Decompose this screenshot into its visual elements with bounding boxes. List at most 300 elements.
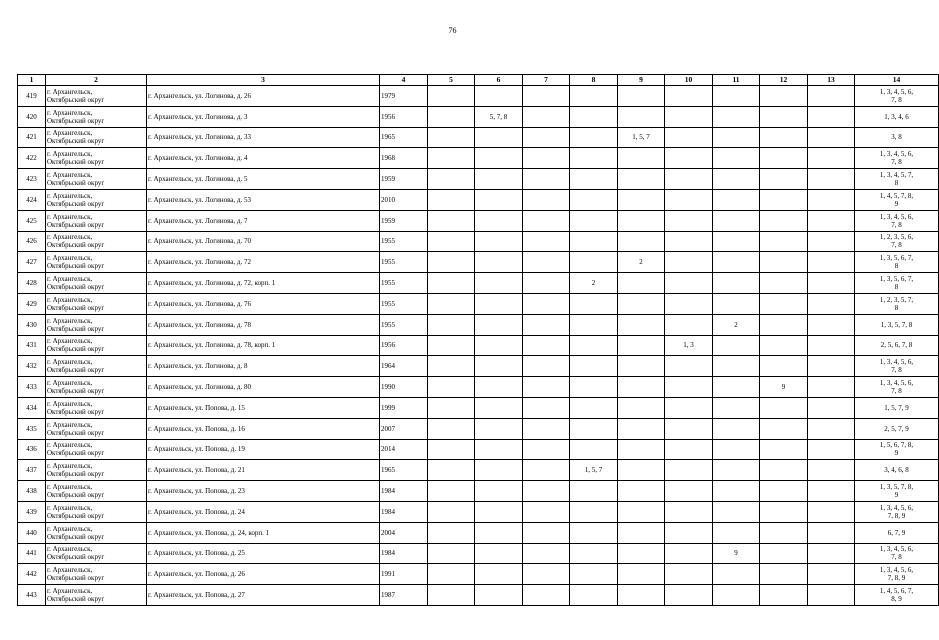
cell-col-5 bbox=[428, 86, 475, 107]
cell-col-13 bbox=[808, 106, 855, 127]
cell-col-8 bbox=[570, 189, 618, 210]
cell-col-9 bbox=[618, 189, 665, 210]
cell-col-10 bbox=[665, 377, 713, 398]
cell-col-6: 5, 7, 8 bbox=[475, 106, 523, 127]
cell-year: 1964 bbox=[380, 356, 428, 377]
cell-col-10 bbox=[665, 314, 713, 335]
cell-col-12 bbox=[760, 356, 808, 377]
cell-district: г. Архангельск, Октябрьский округ bbox=[46, 522, 147, 543]
cell-col-7 bbox=[523, 314, 570, 335]
cell-row-number: 425 bbox=[18, 210, 46, 231]
cell-col-14: 2, 5, 6, 7, 8 bbox=[855, 335, 939, 356]
cell-col-13 bbox=[808, 585, 855, 606]
cell-col-8: 1, 5, 7 bbox=[570, 460, 618, 481]
cell-col-11 bbox=[713, 356, 760, 377]
cell-col-9 bbox=[618, 335, 665, 356]
cell-col-6 bbox=[475, 127, 523, 148]
cell-address: г. Архангельск, ул. Попова, д. 24, корп. 1 bbox=[147, 522, 380, 543]
column-header-11: 11 bbox=[713, 75, 760, 86]
cell-year: 1991 bbox=[380, 564, 428, 585]
cell-col-13 bbox=[808, 231, 855, 252]
cell-col-7 bbox=[523, 106, 570, 127]
cell-col-7 bbox=[523, 481, 570, 502]
table-row bbox=[18, 335, 939, 356]
cell-col-11 bbox=[713, 439, 760, 460]
cell-year: 1959 bbox=[380, 169, 428, 190]
cell-col-11 bbox=[713, 418, 760, 439]
table-row bbox=[18, 439, 939, 460]
cell-col-14: 1, 3, 5, 6, 7, 8 bbox=[855, 273, 939, 294]
cell-district: г. Архангельск, Октябрьский округ bbox=[46, 148, 147, 169]
cell-col-8: 2 bbox=[570, 273, 618, 294]
column-header-14: 14 bbox=[855, 75, 939, 86]
cell-year: 1984 bbox=[380, 543, 428, 564]
cell-row-number: 435 bbox=[18, 418, 46, 439]
cell-col-13 bbox=[808, 460, 855, 481]
cell-col-13 bbox=[808, 252, 855, 273]
cell-col-5 bbox=[428, 273, 475, 294]
table-row bbox=[18, 210, 939, 231]
cell-col-10 bbox=[665, 481, 713, 502]
cell-address: г. Архангельск, ул. Попова, д. 25 bbox=[147, 543, 380, 564]
cell-col-8 bbox=[570, 356, 618, 377]
cell-district: г. Архангельск, Октябрьский округ bbox=[46, 397, 147, 418]
cell-col-5 bbox=[428, 585, 475, 606]
cell-address: г. Архангельск, ул. Логинова, д. 5 bbox=[147, 169, 380, 190]
cell-col-5 bbox=[428, 356, 475, 377]
cell-col-14: 1, 3, 5, 6, 7, 8 bbox=[855, 252, 939, 273]
cell-col-12 bbox=[760, 189, 808, 210]
cell-district: г. Архангельск, Октябрьский округ bbox=[46, 273, 147, 294]
cell-row-number: 437 bbox=[18, 460, 46, 481]
cell-address: г. Архангельск, ул. Логинова, д. 3 bbox=[147, 106, 380, 127]
cell-col-8 bbox=[570, 543, 618, 564]
cell-col-10 bbox=[665, 86, 713, 107]
cell-year: 1999 bbox=[380, 397, 428, 418]
cell-address: г. Архангельск, ул. Попова, д. 19 bbox=[147, 439, 380, 460]
cell-col-12 bbox=[760, 501, 808, 522]
cell-district: г. Архангельск, Октябрьский округ bbox=[46, 127, 147, 148]
cell-district: г. Архангельск, Октябрьский округ bbox=[46, 231, 147, 252]
cell-col-6 bbox=[475, 481, 523, 502]
cell-col-12: 9 bbox=[760, 377, 808, 398]
cell-col-11 bbox=[713, 377, 760, 398]
cell-col-14: 1, 3, 4, 5, 6, 7, 8 bbox=[855, 356, 939, 377]
cell-col-14: 1, 3, 4, 5, 6, 7, 8, 9 bbox=[855, 564, 939, 585]
cell-col-7 bbox=[523, 127, 570, 148]
cell-col-14: 3, 4, 6, 8 bbox=[855, 460, 939, 481]
cell-col-6 bbox=[475, 189, 523, 210]
cell-col-7 bbox=[523, 356, 570, 377]
cell-address: г. Архангельск, ул. Попова, д. 16 bbox=[147, 418, 380, 439]
cell-district: г. Архангельск, Октябрьский округ bbox=[46, 314, 147, 335]
cell-district: г. Архангельск, Октябрьский округ bbox=[46, 210, 147, 231]
cell-col-5 bbox=[428, 460, 475, 481]
cell-col-9 bbox=[618, 356, 665, 377]
cell-col-9 bbox=[618, 501, 665, 522]
cell-year: 2007 bbox=[380, 418, 428, 439]
cell-col-13 bbox=[808, 293, 855, 314]
cell-col-11 bbox=[713, 252, 760, 273]
cell-row-number: 443 bbox=[18, 585, 46, 606]
cell-col-14: 1, 3, 4, 5, 7, 8 bbox=[855, 169, 939, 190]
cell-col-14: 1, 3, 4, 5, 6, 7, 8 bbox=[855, 210, 939, 231]
cell-col-6 bbox=[475, 439, 523, 460]
cell-address: г. Архангельск, ул. Попова, д. 26 bbox=[147, 564, 380, 585]
cell-col-7 bbox=[523, 86, 570, 107]
cell-col-6 bbox=[475, 314, 523, 335]
cell-col-14: 3, 8 bbox=[855, 127, 939, 148]
cell-col-10 bbox=[665, 231, 713, 252]
cell-col-11 bbox=[713, 481, 760, 502]
cell-col-13 bbox=[808, 439, 855, 460]
cell-address: г. Архангельск, ул. Логинова, д. 78, корп. 1 bbox=[147, 335, 380, 356]
cell-col-9 bbox=[618, 522, 665, 543]
cell-col-6 bbox=[475, 522, 523, 543]
cell-col-6 bbox=[475, 252, 523, 273]
table-row bbox=[18, 86, 939, 107]
cell-col-5 bbox=[428, 127, 475, 148]
cell-col-14: 6, 7, 9 bbox=[855, 522, 939, 543]
cell-row-number: 420 bbox=[18, 106, 46, 127]
cell-address: г. Архангельск, ул. Логинова, д. 70 bbox=[147, 231, 380, 252]
cell-col-5 bbox=[428, 210, 475, 231]
cell-col-12 bbox=[760, 481, 808, 502]
cell-col-10 bbox=[665, 169, 713, 190]
cell-col-5 bbox=[428, 377, 475, 398]
cell-address: г. Архангельск, ул. Логинова, д. 8 bbox=[147, 356, 380, 377]
cell-col-8 bbox=[570, 335, 618, 356]
cell-year: 1984 bbox=[380, 501, 428, 522]
cell-col-8 bbox=[570, 231, 618, 252]
cell-row-number: 434 bbox=[18, 397, 46, 418]
cell-col-5 bbox=[428, 543, 475, 564]
cell-col-7 bbox=[523, 148, 570, 169]
cell-col-11: 9 bbox=[713, 543, 760, 564]
table-row bbox=[18, 169, 939, 190]
cell-col-7 bbox=[523, 169, 570, 190]
cell-col-14: 1, 5, 7, 9 bbox=[855, 397, 939, 418]
cell-col-14: 1, 3, 4, 5, 6, 7, 8, 9 bbox=[855, 501, 939, 522]
cell-col-5 bbox=[428, 106, 475, 127]
column-header-3: 3 bbox=[147, 75, 380, 86]
column-header-6: 6 bbox=[475, 75, 523, 86]
cell-col-5 bbox=[428, 439, 475, 460]
cell-district: г. Архангельск, Октябрьский округ bbox=[46, 418, 147, 439]
cell-col-7 bbox=[523, 189, 570, 210]
cell-row-number: 419 bbox=[18, 86, 46, 107]
cell-col-7 bbox=[523, 585, 570, 606]
cell-col-14: 1, 3, 4, 6 bbox=[855, 106, 939, 127]
cell-address: г. Архангельск, ул. Логинова, д. 78 bbox=[147, 314, 380, 335]
cell-address: г. Архангельск, ул. Логинова, д. 72, корп. 1 bbox=[147, 273, 380, 294]
cell-col-8 bbox=[570, 564, 618, 585]
cell-col-14: 2, 5, 7, 9 bbox=[855, 418, 939, 439]
cell-row-number: 432 bbox=[18, 356, 46, 377]
cell-col-6 bbox=[475, 335, 523, 356]
cell-col-8 bbox=[570, 210, 618, 231]
cell-col-12 bbox=[760, 210, 808, 231]
cell-district: г. Архангельск, Октябрьский округ bbox=[46, 189, 147, 210]
cell-district: г. Архангельск, Октябрьский округ bbox=[46, 356, 147, 377]
cell-col-10 bbox=[665, 356, 713, 377]
cell-col-5 bbox=[428, 501, 475, 522]
cell-district: г. Архангельск, Октябрьский округ bbox=[46, 564, 147, 585]
cell-col-9 bbox=[618, 86, 665, 107]
cell-col-10 bbox=[665, 585, 713, 606]
cell-col-7 bbox=[523, 231, 570, 252]
cell-col-6 bbox=[475, 356, 523, 377]
cell-col-12 bbox=[760, 418, 808, 439]
cell-row-number: 423 bbox=[18, 169, 46, 190]
cell-col-5 bbox=[428, 231, 475, 252]
table-row bbox=[18, 543, 939, 564]
cell-col-12 bbox=[760, 252, 808, 273]
cell-col-5 bbox=[428, 293, 475, 314]
cell-col-10 bbox=[665, 252, 713, 273]
column-header-1: 1 bbox=[18, 75, 46, 86]
cell-year: 1955 bbox=[380, 293, 428, 314]
cell-col-9 bbox=[618, 293, 665, 314]
cell-col-8 bbox=[570, 481, 618, 502]
cell-col-6 bbox=[475, 501, 523, 522]
cell-row-number: 422 bbox=[18, 148, 46, 169]
cell-col-13 bbox=[808, 543, 855, 564]
column-header-13: 13 bbox=[808, 75, 855, 86]
table-row bbox=[18, 564, 939, 585]
cell-col-12 bbox=[760, 127, 808, 148]
cell-address: г. Архангельск, ул. Попова, д. 24 bbox=[147, 501, 380, 522]
cell-col-6 bbox=[475, 86, 523, 107]
cell-col-13 bbox=[808, 86, 855, 107]
cell-col-10 bbox=[665, 418, 713, 439]
cell-col-13 bbox=[808, 481, 855, 502]
cell-col-7 bbox=[523, 397, 570, 418]
cell-address: г. Архангельск, ул. Логинова, д. 80 bbox=[147, 377, 380, 398]
cell-row-number: 428 bbox=[18, 273, 46, 294]
cell-col-6 bbox=[475, 418, 523, 439]
cell-col-12 bbox=[760, 169, 808, 190]
cell-col-14: 1, 3, 4, 5, 6, 7, 8 bbox=[855, 148, 939, 169]
cell-row-number: 439 bbox=[18, 501, 46, 522]
cell-col-8 bbox=[570, 86, 618, 107]
cell-col-10 bbox=[665, 501, 713, 522]
cell-col-8 bbox=[570, 314, 618, 335]
cell-col-11 bbox=[713, 585, 760, 606]
cell-col-9: 1, 5, 7 bbox=[618, 127, 665, 148]
cell-col-5 bbox=[428, 314, 475, 335]
cell-col-11 bbox=[713, 169, 760, 190]
cell-address: г. Архангельск, ул. Логинова, д. 76 bbox=[147, 293, 380, 314]
cell-year: 1965 bbox=[380, 127, 428, 148]
cell-col-11 bbox=[713, 273, 760, 294]
cell-col-11 bbox=[713, 501, 760, 522]
cell-col-9 bbox=[618, 460, 665, 481]
cell-col-9 bbox=[618, 439, 665, 460]
cell-year: 1965 bbox=[380, 460, 428, 481]
table-row bbox=[18, 356, 939, 377]
cell-col-13 bbox=[808, 189, 855, 210]
cell-row-number: 441 bbox=[18, 543, 46, 564]
cell-col-8 bbox=[570, 106, 618, 127]
cell-col-6 bbox=[475, 564, 523, 585]
cell-district: г. Архангельск, Октябрьский округ bbox=[46, 293, 147, 314]
cell-col-7 bbox=[523, 377, 570, 398]
cell-district: г. Архангельск, Октябрьский округ bbox=[46, 335, 147, 356]
table-body bbox=[18, 86, 939, 606]
cell-col-12 bbox=[760, 543, 808, 564]
column-header-2: 2 bbox=[46, 75, 147, 86]
cell-col-5 bbox=[428, 148, 475, 169]
table-row bbox=[18, 106, 939, 127]
cell-col-10 bbox=[665, 293, 713, 314]
cell-col-12 bbox=[760, 273, 808, 294]
cell-district: г. Архангельск, Октябрьский округ bbox=[46, 252, 147, 273]
cell-year: 1968 bbox=[380, 148, 428, 169]
cell-col-11 bbox=[713, 460, 760, 481]
cell-col-7 bbox=[523, 522, 570, 543]
table-row bbox=[18, 585, 939, 606]
cell-col-14: 1, 4, 5, 7, 8, 9 bbox=[855, 189, 939, 210]
cell-col-10 bbox=[665, 210, 713, 231]
cell-col-6 bbox=[475, 169, 523, 190]
cell-col-12 bbox=[760, 314, 808, 335]
cell-district: г. Архангельск, Октябрьский округ bbox=[46, 501, 147, 522]
cell-col-9 bbox=[618, 585, 665, 606]
cell-col-5 bbox=[428, 564, 475, 585]
cell-col-7 bbox=[523, 439, 570, 460]
cell-col-7 bbox=[523, 293, 570, 314]
cell-col-13 bbox=[808, 148, 855, 169]
table-row bbox=[18, 418, 939, 439]
cell-col-6 bbox=[475, 231, 523, 252]
cell-col-14: 1, 3, 4, 5, 6, 7, 8 bbox=[855, 543, 939, 564]
cell-col-10 bbox=[665, 543, 713, 564]
cell-col-5 bbox=[428, 189, 475, 210]
cell-row-number: 442 bbox=[18, 564, 46, 585]
cell-col-13 bbox=[808, 397, 855, 418]
cell-year: 1955 bbox=[380, 314, 428, 335]
cell-col-11 bbox=[713, 210, 760, 231]
cell-col-11 bbox=[713, 522, 760, 543]
cell-col-5 bbox=[428, 397, 475, 418]
cell-col-9 bbox=[618, 418, 665, 439]
cell-district: г. Архангельск, Октябрьский округ bbox=[46, 585, 147, 606]
cell-year: 2004 bbox=[380, 522, 428, 543]
cell-col-9 bbox=[618, 273, 665, 294]
cell-col-12 bbox=[760, 397, 808, 418]
cell-district: г. Архангельск, Октябрьский округ bbox=[46, 543, 147, 564]
cell-col-13 bbox=[808, 501, 855, 522]
table-row bbox=[18, 189, 939, 210]
cell-col-6 bbox=[475, 377, 523, 398]
cell-col-14: 1, 3, 4, 5, 6, 7, 8 bbox=[855, 86, 939, 107]
cell-col-11 bbox=[713, 564, 760, 585]
cell-col-8 bbox=[570, 252, 618, 273]
cell-col-11: 2 bbox=[713, 314, 760, 335]
cell-col-9 bbox=[618, 231, 665, 252]
cell-col-9: 2 bbox=[618, 252, 665, 273]
column-header-12: 12 bbox=[760, 75, 808, 86]
cell-col-12 bbox=[760, 148, 808, 169]
cell-year: 1987 bbox=[380, 585, 428, 606]
cell-col-13 bbox=[808, 335, 855, 356]
cell-address: г. Архангельск, ул. Логинова, д. 33 bbox=[147, 127, 380, 148]
cell-col-14: 1, 3, 5, 7, 8 bbox=[855, 314, 939, 335]
cell-row-number: 436 bbox=[18, 439, 46, 460]
cell-col-14: 1, 5, 6, 7, 8, 9 bbox=[855, 439, 939, 460]
table-row bbox=[18, 231, 939, 252]
cell-col-8 bbox=[570, 148, 618, 169]
cell-col-12 bbox=[760, 460, 808, 481]
column-header-8: 8 bbox=[570, 75, 618, 86]
table-row bbox=[18, 252, 939, 273]
cell-row-number: 431 bbox=[18, 335, 46, 356]
cell-col-11 bbox=[713, 397, 760, 418]
cell-year: 1979 bbox=[380, 86, 428, 107]
cell-col-12 bbox=[760, 564, 808, 585]
cell-col-7 bbox=[523, 252, 570, 273]
cell-col-7 bbox=[523, 418, 570, 439]
cell-col-9 bbox=[618, 564, 665, 585]
cell-col-6 bbox=[475, 543, 523, 564]
cell-col-13 bbox=[808, 210, 855, 231]
cell-address: г. Архангельск, ул. Логинова, д. 4 bbox=[147, 148, 380, 169]
cell-row-number: 424 bbox=[18, 189, 46, 210]
cell-row-number: 421 bbox=[18, 127, 46, 148]
cell-col-11 bbox=[713, 293, 760, 314]
cell-col-9 bbox=[618, 314, 665, 335]
cell-row-number: 438 bbox=[18, 481, 46, 502]
cell-col-5 bbox=[428, 481, 475, 502]
cell-col-9 bbox=[618, 481, 665, 502]
cell-col-13 bbox=[808, 356, 855, 377]
cell-col-14: 1, 4, 5, 6, 7, 8, 9 bbox=[855, 585, 939, 606]
cell-col-12 bbox=[760, 335, 808, 356]
cell-district: г. Архангельск, Октябрьский округ bbox=[46, 169, 147, 190]
cell-year: 1956 bbox=[380, 106, 428, 127]
cell-col-7 bbox=[523, 501, 570, 522]
cell-col-9 bbox=[618, 377, 665, 398]
cell-col-8 bbox=[570, 397, 618, 418]
cell-col-12 bbox=[760, 522, 808, 543]
cell-district: г. Архангельск, Октябрьский округ bbox=[46, 106, 147, 127]
cell-col-5 bbox=[428, 522, 475, 543]
cell-row-number: 440 bbox=[18, 522, 46, 543]
cell-address: г. Архангельск, ул. Логинова, д. 53 bbox=[147, 189, 380, 210]
cell-col-7 bbox=[523, 460, 570, 481]
cell-year: 1956 bbox=[380, 335, 428, 356]
cell-col-7 bbox=[523, 210, 570, 231]
cell-year: 2010 bbox=[380, 189, 428, 210]
cell-address: г. Архангельск, ул. Попова, д. 23 bbox=[147, 481, 380, 502]
cell-col-9 bbox=[618, 397, 665, 418]
cell-col-8 bbox=[570, 439, 618, 460]
column-header-9: 9 bbox=[618, 75, 665, 86]
table-row bbox=[18, 293, 939, 314]
cell-col-13 bbox=[808, 127, 855, 148]
cell-col-12 bbox=[760, 439, 808, 460]
cell-col-6 bbox=[475, 397, 523, 418]
cell-col-10 bbox=[665, 522, 713, 543]
cell-row-number: 429 bbox=[18, 293, 46, 314]
cell-col-8 bbox=[570, 585, 618, 606]
cell-col-9 bbox=[618, 543, 665, 564]
cell-col-14: 1, 2, 3, 5, 7, 8 bbox=[855, 293, 939, 314]
table-row bbox=[18, 460, 939, 481]
cell-col-5 bbox=[428, 418, 475, 439]
cell-col-8 bbox=[570, 293, 618, 314]
